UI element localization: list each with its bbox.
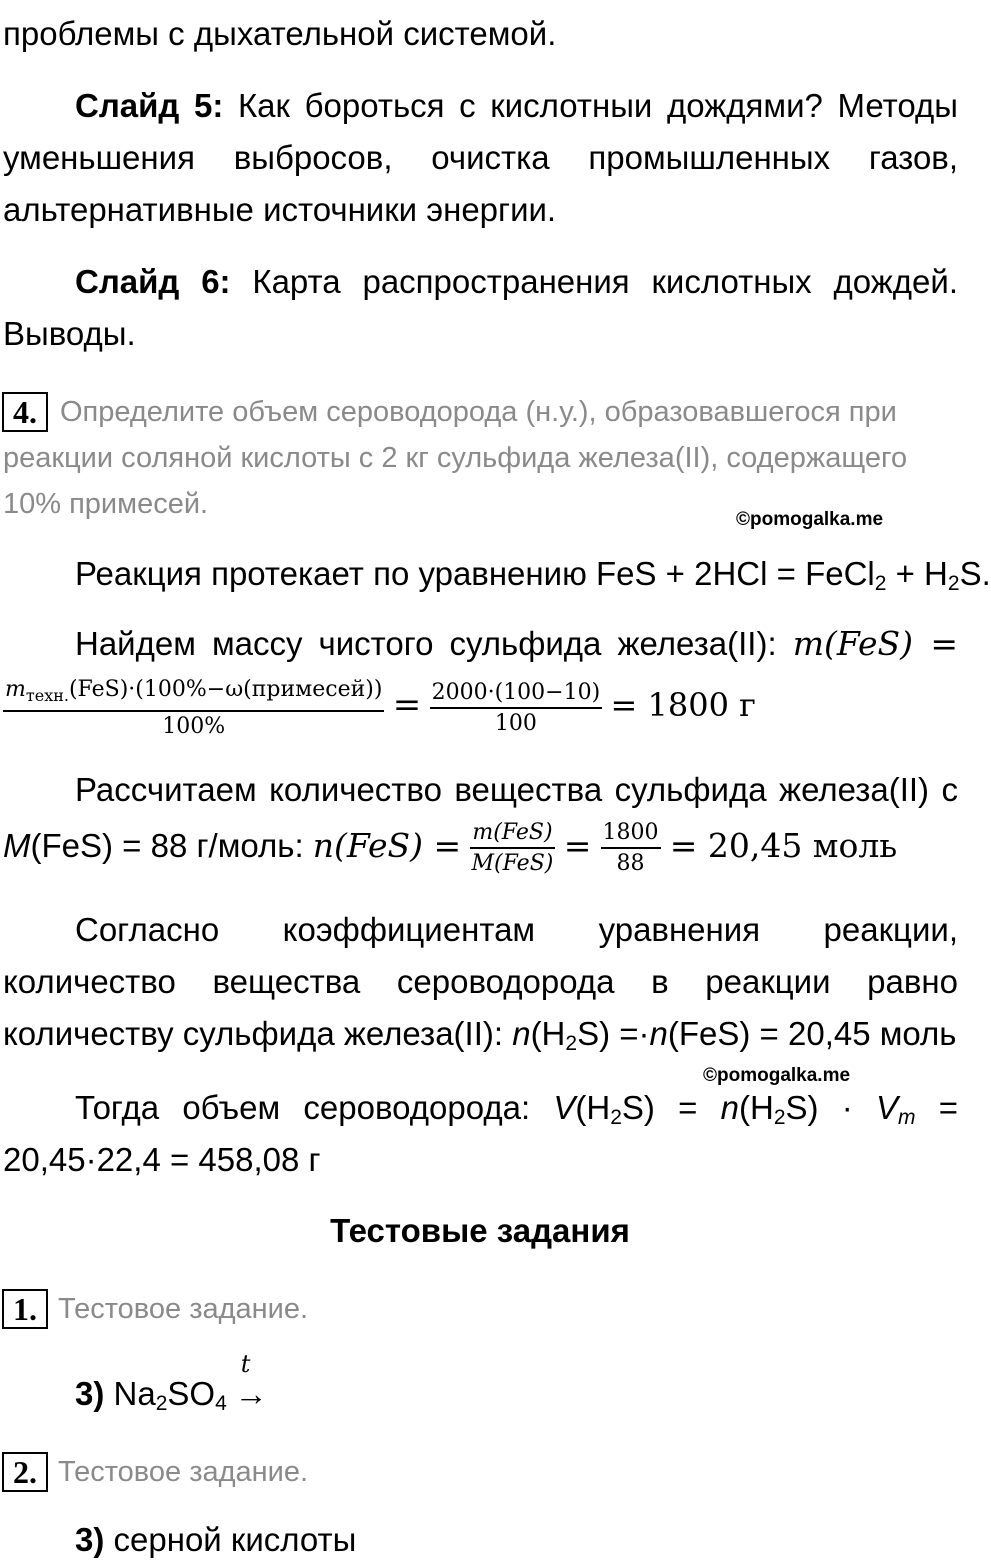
slide-label: Слайд 6:: [75, 263, 231, 300]
task-question: реакции соляной кислоты с 2 кг сульфида железа(II), содержащего: [3, 442, 908, 474]
fraction: $\frac{1800}{88}$: [602, 820, 659, 876]
watermark: ©pomogalka.me: [703, 1065, 851, 1086]
section-heading: Тестовые задания: [330, 1212, 630, 1249]
task-number-box: 2.: [2, 1452, 48, 1492]
volume-line: Тогда объем сероводорода: $V(H_2S) = n(H_2S) \cdot V_m$ =: [75, 1089, 958, 1129]
fraction: $\frac{\text{m(FeS)}}{\text{M(FeS)}}$: [471, 820, 554, 876]
task-question: 10% примесей.: [3, 488, 209, 520]
fraction: $\frac{2000\cdot(100-10)}{100}$: [431, 679, 601, 736]
text-line: Рассчитаем количество вещества сульфида железа(II) с: [75, 771, 958, 808]
text-line: количеству сульфида железа(II): $n(H_2S) =\cdot n(FeS) = 20,45$ моль: [3, 1015, 957, 1055]
task-number-box: 4.: [2, 392, 48, 432]
mass-formula: $\frac{m_{техн.}(FeS)\cdot(100\%-\omega(примесей))}{100\%}$ = $\frac{2000\cdot(100-10)}{100}$ = 1800 г: [5, 677, 756, 739]
fraction: $\frac{m_{техн.}(FeS)\cdot(100\%-\omega(примесей))}{100\%}$: [5, 677, 383, 739]
watermark: ©pomogalka.me: [736, 509, 884, 530]
mass-line: Найдем массу чистого сульфида железа(II): m(FeS) =: [75, 624, 958, 663]
task-question: Тестовое задание.: [58, 1456, 309, 1488]
slide6-line: Слайд 6: Карта распространения кислотных дождей.: [75, 263, 958, 300]
task-number-box: 1.: [2, 1289, 48, 1329]
task-question: Тестовое задание.: [58, 1293, 309, 1325]
slide5-line: Слайд 5: Как бороться с кислотныи дождями? Методы: [75, 87, 958, 124]
reaction-equation: Реакция протекает по уравнению FeS + 2HCl = FeCl$_2$ + $H_2S$.: [75, 555, 991, 595]
slide-label: Слайд 5:: [75, 87, 224, 124]
text-line: количество вещества сероводорода в реакции равно: [3, 963, 958, 1000]
text-line: Согласно коэффициентам уравнения реакции,: [75, 911, 958, 948]
text-line: альтернативные источники энергии.: [3, 191, 557, 228]
text-line: уменьшения выбросов, очистка промышленных газов,: [3, 139, 958, 176]
test-answer: 3) серной кислоты: [75, 1521, 357, 1558]
text-line: проблемы с дыхательной системой.: [3, 15, 557, 52]
task-question: Определите объем сероводорода (н.у.), образовавшегося при: [60, 396, 897, 428]
text-line: 20,45·22,4 = 458,08 г: [3, 1141, 321, 1178]
test-answer: 3) $Na_2SO_4$ t →: [75, 1350, 268, 1415]
amount-formula: M(FeS) = 88 г/моль: n(FeS) = $\frac{\text{m(FeS)}}{\text{M(FeS)}}$ = $\frac{1800}{88}$ = 20,45 моль: [3, 820, 898, 876]
text-line: Выводы.: [3, 315, 136, 352]
